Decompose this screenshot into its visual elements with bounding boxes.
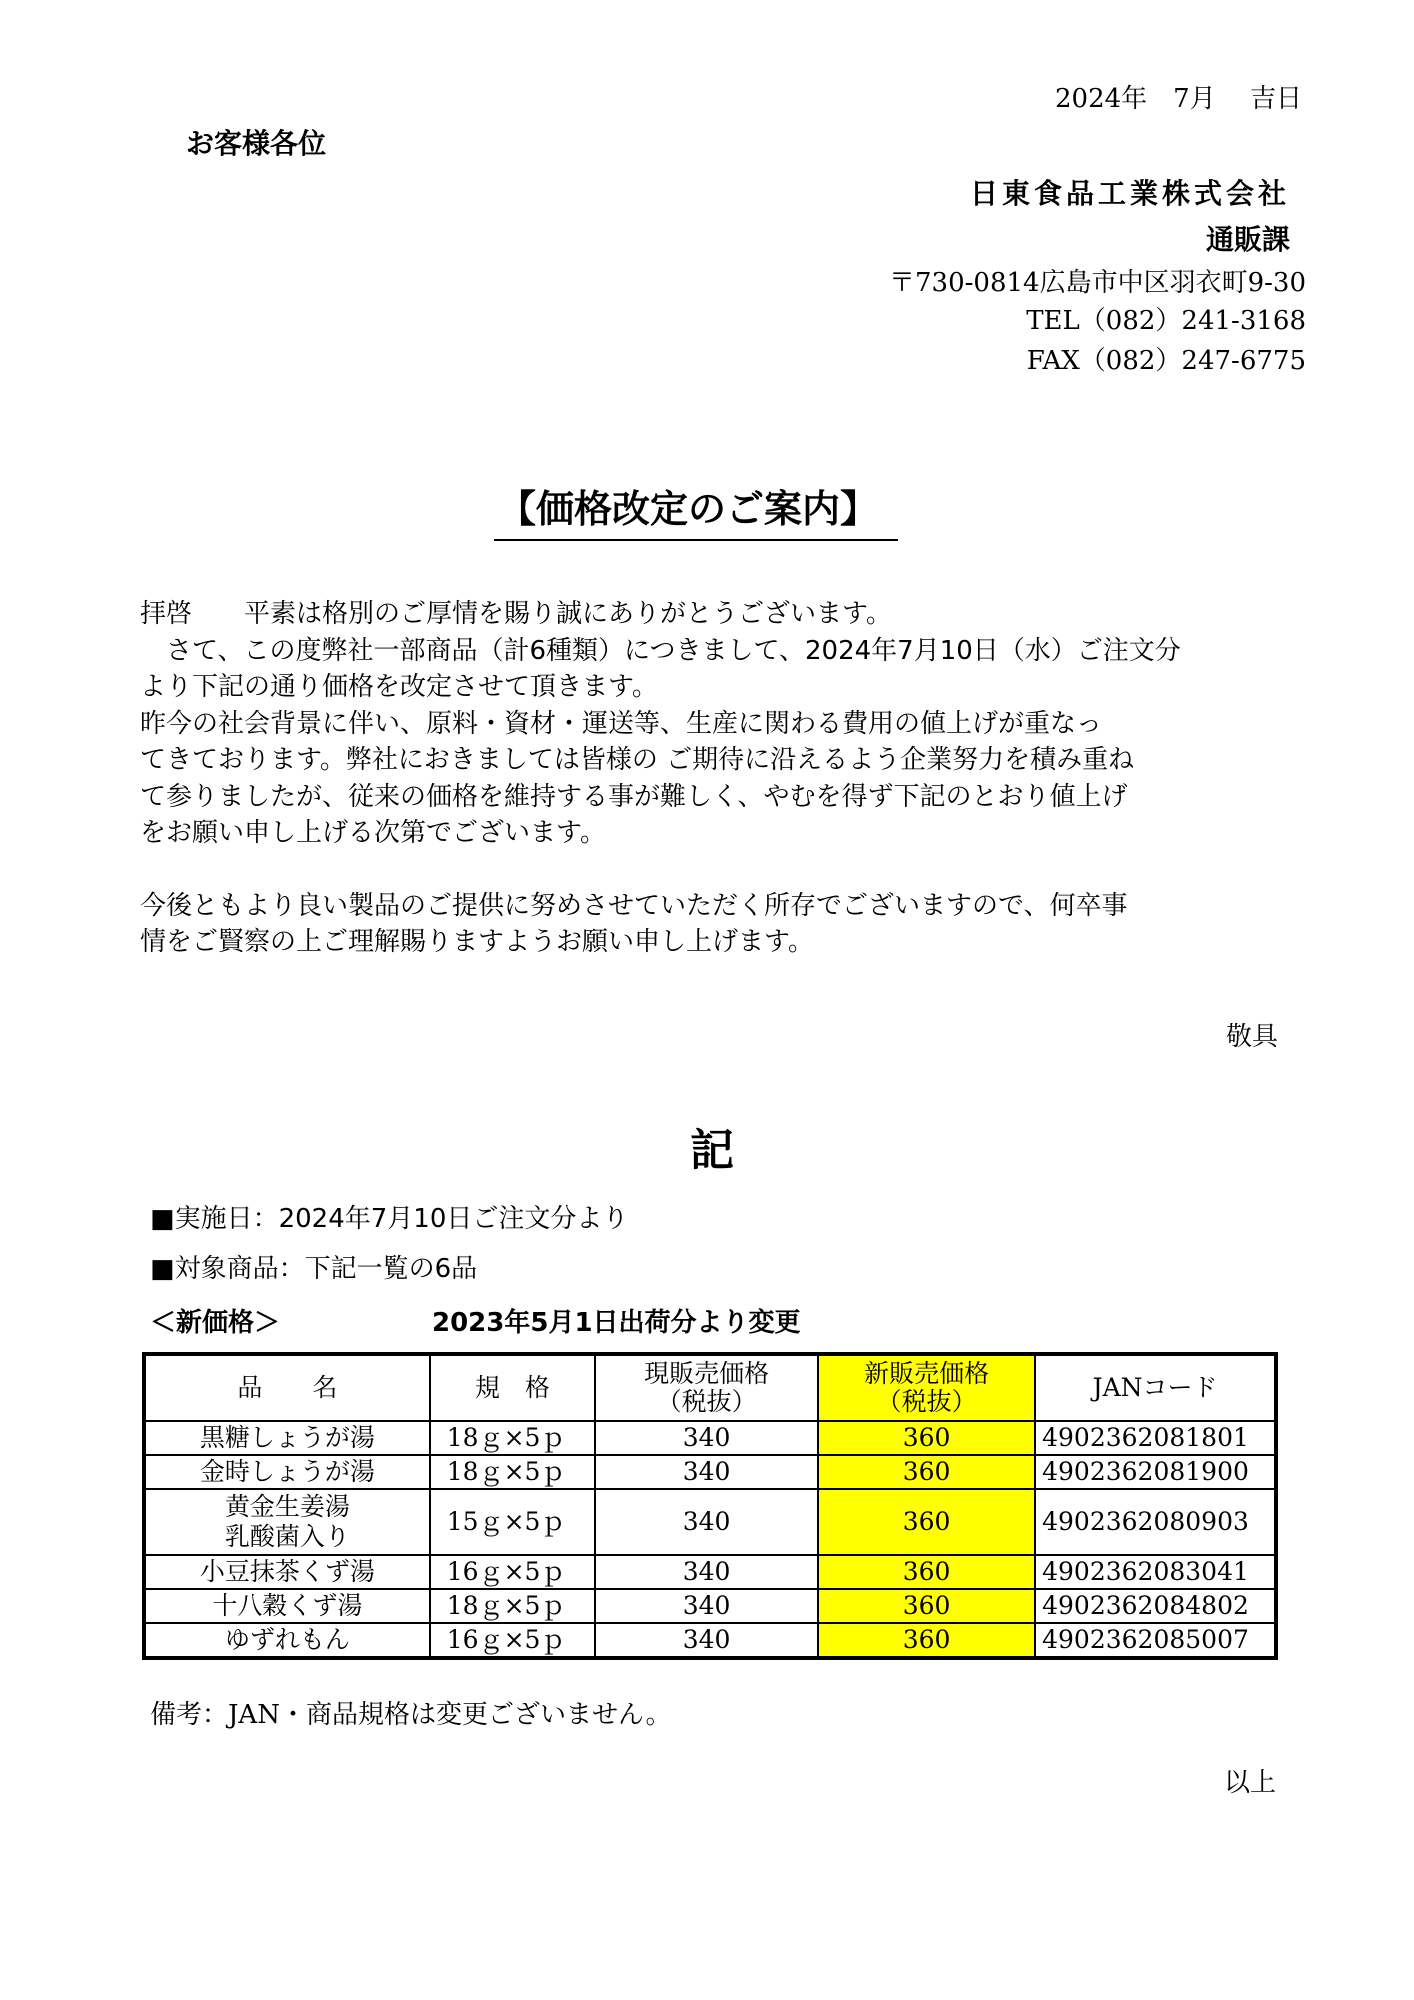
new-price: 360: [818, 1555, 1035, 1589]
letter-date: 2024年 7月 吉日: [1055, 84, 1302, 114]
jan-code: 4902362084802: [1035, 1589, 1276, 1623]
current-price: 340: [595, 1455, 818, 1489]
new-price: 360: [818, 1623, 1035, 1658]
closing-keigu: 敬具: [1225, 1022, 1278, 1052]
recipient: お客様各位: [186, 127, 327, 160]
jan-code: 4902362081801: [1035, 1421, 1276, 1455]
current-price: 340: [595, 1489, 818, 1555]
body-line: より下記の通り価格を改定させて頂きます。: [140, 672, 658, 702]
table-row: [144, 1589, 1276, 1623]
table-row: [144, 1489, 1276, 1555]
department: 通販課: [1205, 223, 1290, 256]
product-name: ゆずれもん: [144, 1623, 430, 1658]
body-line: をお願い申し上げる次第でございます。: [140, 818, 606, 848]
change-note: 2023年5月1日出荷分より変更: [432, 1308, 801, 1338]
company-address: 〒730-0814広島市中区羽衣町9-30: [889, 268, 1306, 298]
new-price: 360: [818, 1455, 1035, 1489]
new-price: 360: [818, 1421, 1035, 1455]
jan-code: 4902362080903: [1035, 1489, 1276, 1555]
header-new-price: 新販売価格 （税抜）: [818, 1354, 1035, 1421]
current-price: 340: [595, 1589, 818, 1623]
implementation-date: ■実施日：2024年7月10日ご注文分より: [150, 1204, 629, 1234]
company-name: 日東食品工業株式会社: [969, 177, 1290, 210]
body-line: 昨今の社会背景に伴い、原料・資材・運送等、生産に関わる費用の値上げが重なっ: [140, 708, 1103, 739]
product-name: 黄金生姜湯 乳酸菌入り: [144, 1489, 430, 1555]
closing-ijo: 以上: [1223, 1768, 1276, 1798]
company-tel: TEL（082）241-3168: [1026, 306, 1306, 336]
body-line: てきております。弊社におきましては皆様の ご期待に沿えるよう企業努力を積み重ね: [140, 745, 1135, 775]
product-spec: 16ｇ×5ｐ: [430, 1623, 595, 1658]
new-price: 360: [818, 1589, 1035, 1623]
jan-code: 4902362083041: [1035, 1555, 1276, 1589]
product-name: 黒糖しょうが湯: [144, 1421, 430, 1455]
current-price: 340: [595, 1623, 818, 1658]
header-name: 品 名: [144, 1354, 430, 1421]
table-header-row: [144, 1354, 1276, 1421]
remarks: 備考：JAN・商品規格は変更ございません。: [150, 1700, 672, 1730]
product-spec: 18ｇ×5ｐ: [430, 1421, 595, 1455]
body-line: 情をご賢察の上ご理解賜りますようお願い申し上げます。: [140, 927, 814, 957]
body-line: 今後ともより良い製品のご提供に努めさせていただく所存でございますので、何卒事: [140, 890, 1128, 921]
body-line: 拝啓 平素は格別のご厚情を賜り誠にありがとうございます。: [140, 599, 892, 629]
jan-code: 4902362081900: [1035, 1455, 1276, 1489]
product-name: 十八穀くず湯: [144, 1589, 430, 1623]
header-current-price: 現販売価格 （税抜）: [595, 1354, 818, 1421]
table-row: [144, 1455, 1276, 1489]
table-row: [144, 1421, 1276, 1455]
price-table: [142, 1352, 1278, 1660]
target-products: ■対象商品：下記一覧の6品: [150, 1254, 478, 1284]
header-spec: 規 格: [430, 1354, 595, 1421]
product-spec: 18ｇ×5ｐ: [430, 1455, 595, 1489]
jan-code: 4902362085007: [1035, 1623, 1276, 1658]
product-spec: 18ｇ×5ｐ: [430, 1589, 595, 1623]
body-line: さて、この度弊社一部商品（計6種類）につきまして、2024年7月10日（水）ご注文分: [140, 635, 1181, 666]
header-jan: JANコード: [1035, 1354, 1276, 1421]
new-price-label: ＜新価格＞: [150, 1308, 281, 1338]
page-title: 【価格改定のご案内】: [494, 478, 898, 541]
current-price: 340: [595, 1555, 818, 1589]
new-price: 360: [818, 1489, 1035, 1555]
product-spec: 16ｇ×5ｐ: [430, 1555, 595, 1589]
product-name: 小豆抹茶くず湯: [144, 1555, 430, 1589]
product-spec: 15ｇ×5ｐ: [430, 1489, 595, 1555]
letter-body: [140, 596, 1290, 961]
product-name: 金時しょうが湯: [144, 1455, 430, 1489]
table-row: [144, 1555, 1276, 1589]
company-fax: FAX（082）247-6775: [1026, 346, 1306, 376]
table-row: [144, 1623, 1276, 1658]
body-line: て参りましたが、従来の価格を維持する事が難しく、やむを得ず下記のとおり値上げ: [140, 781, 1128, 812]
current-price: 340: [595, 1421, 818, 1455]
ki-heading: 記: [690, 1125, 734, 1176]
